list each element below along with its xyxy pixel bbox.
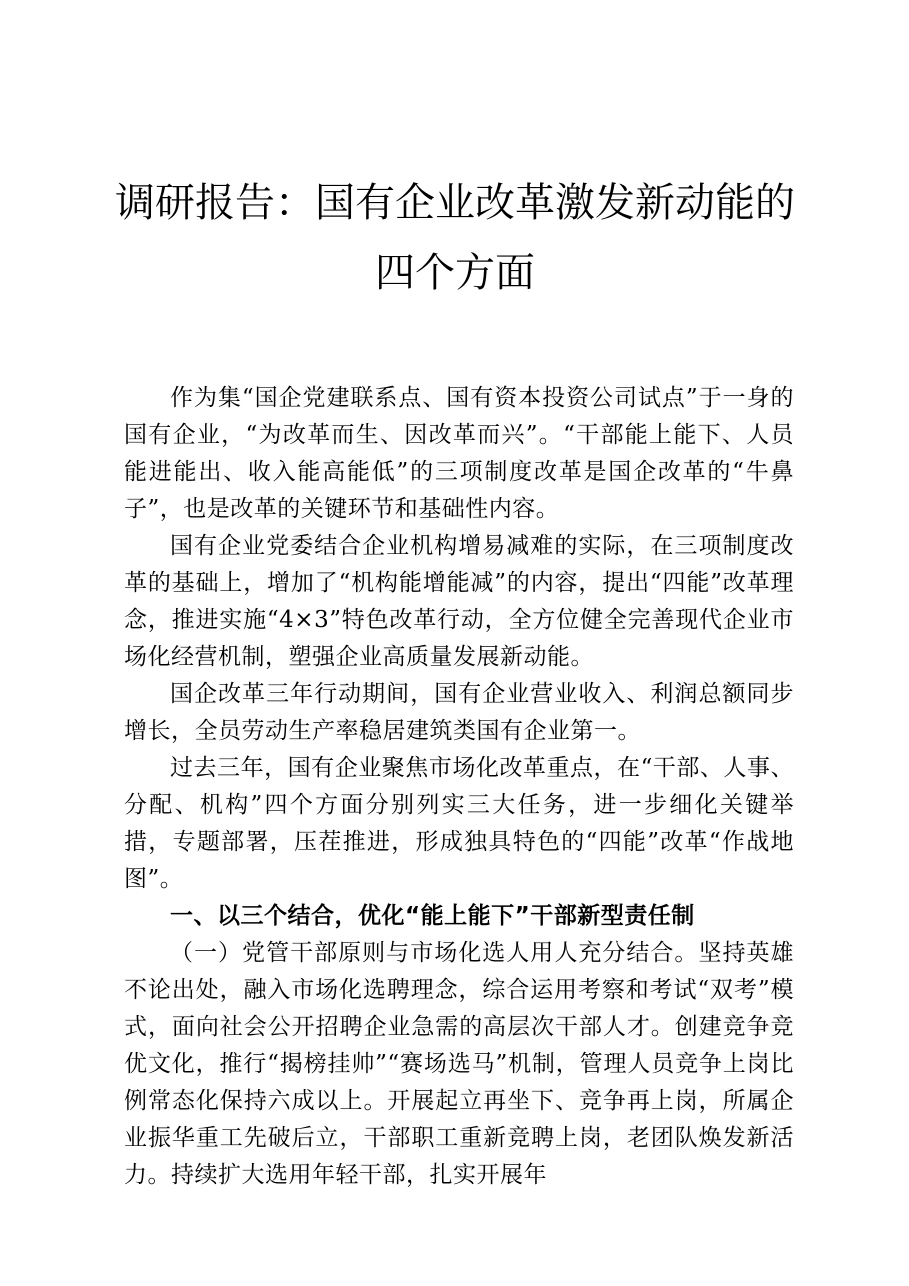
paragraph-three-years: 过去三年，国有企业聚焦市场化改革重点，在“干部、人事、分配、机构”四个方面分别列实三大任务，进一步细化关键举措，专题部署，压茬推进，形成独具特色的“四能”改革“作战地图”。: [124, 755, 794, 892]
document-body: [124, 380, 794, 1194]
section-heading: 一、以三个结合，优化“能上能下”干部新型责任制: [170, 903, 695, 929]
paragraph-intro: 作为集“国企党建联系点、国有资本投资公司试点”于一身的国有企业，“为改革而生、因改革而兴”。“干部能上能下、人员能进能出、收入能高能低”的三项制度改革是国企改革的“牛鼻子”，也是改革的关键环节和基础性内容。: [124, 385, 794, 522]
paragraph-results: 国企改革三年行动期间，国有企业营业收入、利润总额同步增长，全员劳动生产率稳居建筑类国有企业第一。: [124, 681, 794, 744]
paragraph-four-abilities: 国有企业党委结合企业机构增易减难的实际，在三项制度改革的基础上，增加了“机构能增能减”的内容，提出“四能”改革理念，推进实施“4×3”特色改革行动，全方位健全完善现代企业市场化经营机制，塑强企业高质量发展新动能。: [124, 533, 794, 670]
document-title: 调研报告：国有企业改革激发新动能的四个方面: [115, 180, 795, 296]
paragraph-section-one: （一）党管干部原则与市场化选人用人充分结合。坚持英雄不论出处，融入市场化选聘理念，综合运用考察和考试“双考”模式，面向社会公开招聘企业急需的高层次干部人才。创建竞争竞优文化，推行“揭榜挂帅”“赛场选马”机制，管理人员竞争上岗比例常态化保持六成以上。开展起立再坐下、竞争再上岗，所属企业振华重工先破后立，干部职工重新竞聘上岗，老团队焕发新活力。持续扩大选用年轻干部，扎实开展年: [124, 940, 794, 1188]
